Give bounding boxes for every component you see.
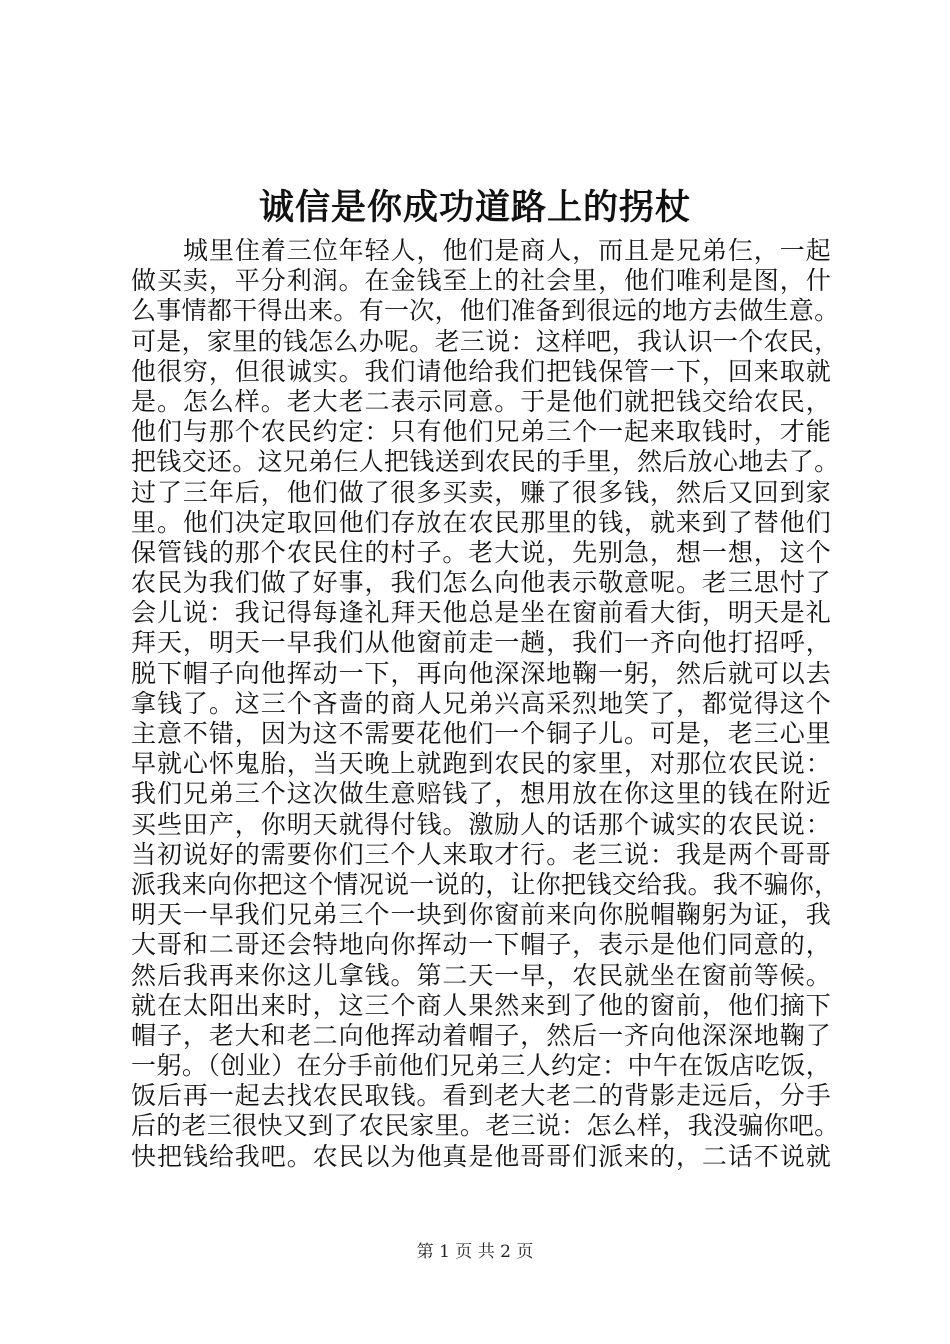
text-line: 就在太阳出来时，这三个商人果然来到了他的窗前，他们摘下 [131, 990, 831, 1020]
text-line: 做买卖，平分利润。在金钱至上的社会里，他们唯利是图，什 [131, 266, 831, 296]
text-line: 饭后再一起去找农民取钱。看到老大老二的背影走远后，分手 [131, 1081, 831, 1111]
text-line: 把钱交还。这兄弟仨人把钱送到农民的手里，然后放心地去了。 [131, 447, 840, 477]
text-line: 是。怎么样。老大老二表示同意。于是他们就把钱交给农民， [131, 386, 831, 416]
text-line: 里。他们决定取回他们存放在农民那里的钱，就来到了替他们 [131, 507, 831, 537]
text-line: 保管钱的那个农民住的村子。老大说，先别急，想一想，这个 [131, 537, 831, 567]
text-line: 拿钱了。这三个吝啬的商人兄弟兴高采烈地笑了，都觉得这个 [131, 688, 831, 718]
text-line: 拜天，明天一早我们从他窗前走一趟，我们一齐向他打招呼， [131, 628, 831, 658]
text-line: 派我来向你把这个情况说一说的，让你把钱交给我。我不骗你， [131, 869, 840, 899]
text-line: 明天一早我们兄弟三个一块到你窗前来向你脱帽鞠躬为证，我 [131, 900, 831, 930]
text-line: 么事情都干得出来。有一次，他们准备到很远的地方去做生意。 [131, 296, 840, 326]
body-paragraph [131, 236, 840, 1172]
text-line: 可是，家里的钱怎么办呢。老三说：这样吧，我认识一个农民， [131, 326, 840, 356]
text-line: 大哥和二哥还会特地向你挥动一下帽子，表示是他们同意的， [131, 930, 831, 960]
text-line: 他很穷，但很诚实。我们请他给我们把钱保管一下，回来取就 [131, 356, 831, 386]
text-line: 他们与那个农民约定：只有他们兄弟三个一起来取钱时，才能 [131, 417, 831, 447]
text-line: 帽子，老大和老二向他挥动着帽子，然后一齐向他深深地鞠了 [131, 1020, 831, 1050]
text-line: 过了三年后，他们做了很多买卖，赚了很多钱，然后又回到家 [131, 477, 831, 507]
text-line: 农民为我们做了好事，我们怎么向他表示敬意呢。老三思忖了 [131, 568, 831, 598]
text-line: 会儿说：我记得每逢礼拜天他总是坐在窗前看大街，明天是礼 [131, 598, 831, 628]
text-line: 早就心怀鬼胎，当天晚上就跑到农民的家里，对那位农民说： [131, 749, 831, 779]
text-line: 然后我再来你这儿拿钱。第二天一早，农民就坐在窗前等候。 [131, 960, 831, 990]
text-line: 买些田产，你明天就得付钱。激励人的话那个诚实的农民说： [131, 809, 831, 839]
text-line: 一躬。（创业）在分手前他们兄弟三人约定：中午在饭店吃饭， [131, 1051, 831, 1081]
text-line: 我们兄弟三个这次做生意赔钱了，想用放在你这里的钱在附近 [131, 779, 831, 809]
text-line: 后的老三很快又到了农民家里。老三说：怎么样，我没骗你吧。 [131, 1111, 840, 1141]
text-line: 脱下帽子向他挥动一下，再向他深深地鞠一躬，然后就可以去 [131, 658, 831, 688]
text-line: 主意不错，因为这不需要花他们一个铜子儿。可是，老三心里 [131, 719, 831, 748]
text-line: 城里住着三位年轻人，他们是商人，而且是兄弟仨，一起 [183, 236, 831, 265]
text-line: 当初说好的需要你们三个人来取才行。老三说：我是两个哥哥 [131, 839, 831, 869]
page-footer: 第 1 页 共 2 页 [416, 1242, 534, 1262]
text-line: 快把钱给我吧。农民以为他真是他哥哥们派来的，二话不说就 [131, 1141, 831, 1171]
document-title: 诚信是你成功道路上的拐杖 [258, 187, 691, 228]
